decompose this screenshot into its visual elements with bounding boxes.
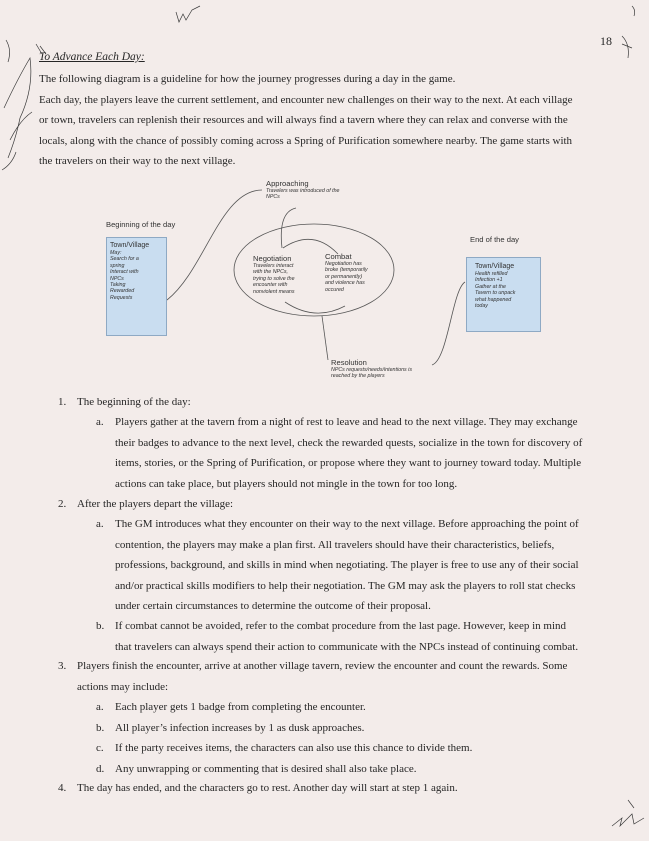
intro-line: the travelers on their way to the next village.: [39, 155, 236, 167]
list-marker: 4.: [58, 782, 67, 794]
step-1a-line: actions can take place, but players should not mingle in the town for too long.: [115, 477, 458, 490]
step-3c: If the party receives items, the characters can also use this chance to divide them.: [115, 742, 473, 754]
start-box-line: spring: [110, 262, 125, 269]
approaching-line: NPCs: [266, 194, 280, 201]
list-marker: a.: [96, 416, 104, 428]
start-box-line: May:: [110, 250, 122, 256]
start-box-line: Taking: [110, 282, 126, 289]
step-1: The beginning of the day:: [77, 396, 191, 408]
negotiation-line: trying to solve the: [253, 275, 295, 282]
end-box-line: Health refilled: [475, 271, 508, 277]
step-2b-line: that travelers can always spend their action to communicate with the NPCs instead of continuing combat.: [115, 640, 579, 653]
start-town-box: [106, 237, 167, 336]
start-box-line: NPCs: [110, 275, 124, 282]
list-marker: d.: [96, 762, 105, 775]
combat-line: broke (temporarily: [325, 267, 368, 274]
step-1a-line: Players gather at the tavern from a night of rest to leave and head to the next village. They may exchange: [115, 416, 578, 428]
negotiation-line: with the NPCs,: [253, 269, 289, 276]
end-box-line: Gather at the: [475, 283, 506, 290]
end-of-day-label: End of the day: [470, 235, 519, 244]
combat-title: Combat: [325, 252, 352, 261]
intro-paragraph: [39, 69, 614, 172]
negotiation-title: Negotiation: [253, 254, 292, 263]
step-3d: Any unwrapping or commenting that is desired shall also take place.: [115, 762, 417, 775]
step-2a-line: contention, the players may make a plan first. All travelers should have their characteristics, beliefs,: [115, 538, 555, 551]
section-heading: To Advance Each Day:: [39, 51, 145, 63]
combat-line: and violence has: [325, 280, 365, 287]
day-flow-diagram: [0, 170, 649, 390]
intro-line: Each day, the players leave the current settlement, and encounter new challenges on their way to the next. At each village: [39, 93, 573, 106]
step-3b: All player’s infection increases by 1 as dusk approaches.: [115, 721, 365, 734]
end-box-line: what happened: [475, 296, 512, 303]
step-3-line: actions may include:: [77, 680, 169, 693]
step-2b-line: If combat cannot be avoided, refer to the combat procedure from the last page. However, keep in mind: [115, 620, 566, 632]
step-2a-line: professions, background, and skills in mind when negotiating. The player is free to use any of their social: [115, 559, 579, 571]
list-marker: c.: [96, 742, 104, 754]
start-box-line: Rewarded: [110, 288, 135, 295]
step-1a-line: their badges to advance to the next level, check the rewarded quests, socialize in the town for discovery of: [115, 436, 583, 449]
combat-line: occured: [325, 286, 344, 293]
start-box-line: Interact with: [110, 269, 139, 276]
start-to-approach-connector: [167, 190, 262, 300]
step-3-line: Players finish the encounter, arrive at another village tavern, review the encounter and count the rewards. Some: [77, 660, 568, 672]
list-marker: 3.: [58, 660, 67, 672]
approaching-line: Travelers was introduced of the: [266, 188, 340, 194]
combat-node: [325, 252, 368, 293]
negotiation-line: Travelers interact: [253, 263, 294, 269]
negotiation-line: nonviolent means: [253, 288, 295, 295]
combat-line: Negotiation has: [325, 261, 362, 267]
negotiation-line: encounter with: [253, 282, 288, 289]
step-1a-line: items, stories, or the Spring of Purification, or propose where they want to journey toward today. Multiple: [115, 457, 582, 469]
step-3a: Each player gets 1 badge from completing the encounter.: [115, 701, 366, 713]
resolution-node: [331, 358, 412, 380]
end-box-line: today: [475, 303, 488, 310]
list-marker: b.: [96, 721, 105, 734]
intro-line: The following diagram is a guideline for how the journey progresses during a day in the game.: [39, 73, 456, 85]
start-box-line: Requests: [110, 294, 133, 301]
negotiation-node: [253, 254, 295, 295]
encounter-to-resolution-connector: [322, 316, 328, 360]
list-marker: 1.: [58, 396, 67, 408]
approaching-title: Approaching: [266, 179, 309, 188]
intro-line: locals, along with the chance of possibly coming across a Spring of Purification somewhere nearby. The game starts with: [39, 134, 573, 147]
combat-negotiation-cycle: [285, 302, 345, 313]
list-marker: 2.: [58, 498, 67, 510]
list-marker: a.: [96, 518, 104, 530]
approaching-node: [266, 179, 340, 201]
list-marker: b.: [96, 620, 105, 632]
combat-line: or permanently): [325, 273, 363, 280]
step-2: After the players depart the village:: [77, 498, 234, 510]
resolution-title: Resolution: [331, 358, 367, 367]
step-2a-line: and/or practical skills modifiers to help their negotiation. The GM may ask the players to roll stat checks: [115, 579, 576, 592]
step-2a-line: The GM introduces what they encounter on their way to the next village. Before approaching the point of: [115, 518, 579, 530]
resolution-line: reached by the players: [331, 373, 385, 380]
list-marker: a.: [96, 701, 104, 713]
page-number: 18: [600, 34, 612, 48]
intro-line: or town, travelers can replenish their resources and will always find a tavern where they can relax and converse with the: [39, 114, 568, 126]
end-box-line: Tavern to unpack: [475, 290, 516, 297]
end-box-line: Infection +1: [475, 277, 503, 284]
end-box-title: Town/Village: [475, 263, 515, 270]
beginning-of-day-label: Beginning of the day: [106, 220, 176, 229]
start-box-line: Search for a: [110, 256, 139, 263]
step-4: The day has ended, and the characters go to rest. Another day will start at step 1 again.: [77, 782, 458, 794]
end-town-box: [466, 257, 541, 332]
start-box-title: Town/Village: [110, 242, 150, 249]
resolution-to-end-connector: [432, 282, 465, 365]
resolution-line: NPCs requests/needs/intentions is: [331, 367, 412, 373]
step-2a-line: under certain circumstances to determine the outcome of their proposal.: [115, 600, 431, 612]
